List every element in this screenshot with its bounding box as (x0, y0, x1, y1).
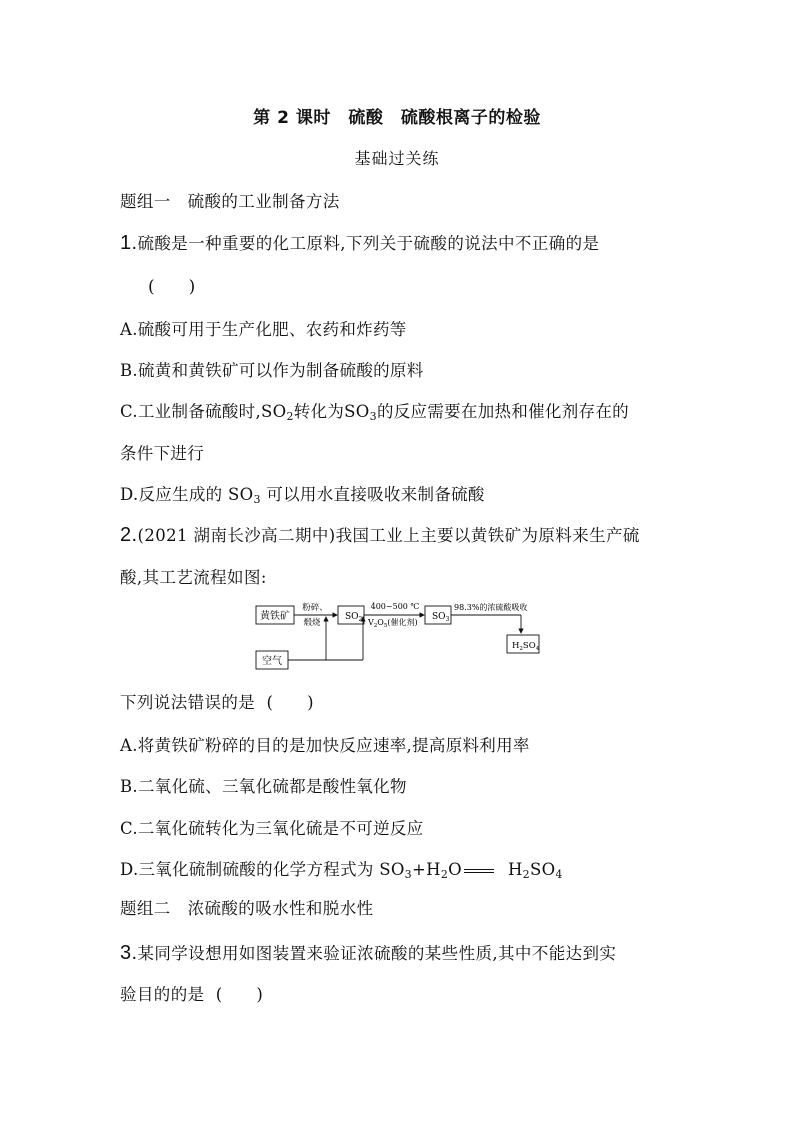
option-text: 可以用水直接吸收来制备硫酸 (260, 485, 485, 504)
subscript: 2 (286, 410, 294, 423)
so3-label: $SO_3$ (432, 612, 450, 623)
option-c-line1 (120, 398, 629, 423)
step-catalyst-label: $V_2O_5$(催化剂) (368, 618, 418, 629)
question-text: 某同学设想用如图装置来验证浓硫酸的某些性质,其中不能达到实 (137, 944, 617, 963)
group-heading-1: 题组一 硫酸的工业制备方法 (120, 192, 340, 211)
section-subtitle: 基础过关练 (354, 149, 440, 168)
equation-equals-sign (464, 869, 494, 873)
question-2-stem-line1 (120, 522, 640, 547)
subscript: 3 (253, 493, 261, 506)
option-text: 的反应需要在加热和催化剂存在的 (376, 402, 629, 421)
question-3-stem-line1 (120, 940, 616, 965)
pyrite-label: 黄铁矿 (260, 611, 290, 622)
subscript: 2 (522, 868, 530, 881)
option-text: H (507, 860, 523, 879)
question-2-ask (120, 689, 314, 713)
option-text: O (448, 860, 462, 879)
step-temperature-label: 400~500 ℃ (370, 602, 420, 611)
absorption-label: 98.3%的浓硫酸吸收 (454, 603, 528, 612)
question-text: 验目的的是 (120, 985, 205, 1004)
question-3-stem-line2 (120, 981, 263, 1005)
group-heading-2: 题组二 浓硫酸的吸水性和脱水性 (120, 899, 374, 918)
option-c-line2: 条件下进行 (120, 444, 204, 463)
step-roast-label: 煅烧 (303, 618, 321, 628)
question-text: (2021 湖南长沙高二期中)我国工业上主要以黄铁矿为原料来生产硫 (137, 526, 640, 545)
process-flow-diagram (250, 595, 550, 675)
answer-blank: ( ) (148, 277, 196, 297)
q2-option-a: A.将黄铁矿粉碎的目的是加快反应速率,提高原料利用率 (120, 736, 530, 755)
h2so4-label: $H_2SO_4$ (512, 641, 540, 652)
page-title: 第 2 课时 硫酸 硫酸根离子的检验 (253, 108, 541, 128)
q2-option-b: B.二氧化硫、三氧化硫都是酸性氧化物 (120, 777, 407, 796)
option-b: B.硫黄和黄铁矿可以作为制备硫酸的原料 (120, 361, 424, 380)
answer-blank: ( ) (215, 985, 264, 1004)
air-label: 空气 (262, 656, 282, 667)
answer-blank: ( ) (266, 693, 314, 712)
question-number: 3. (120, 942, 138, 964)
question-number: 2. (120, 524, 138, 546)
option-text: C.工业制备硫酸时,SO (120, 402, 287, 421)
option-a: A.硫酸可用于生产化肥、农药和炸药等 (120, 320, 407, 339)
subscript: 2 (440, 868, 449, 881)
so2-label: $SO_2$ (345, 612, 363, 623)
subscript: 3 (404, 868, 412, 881)
question-1-stem (120, 230, 599, 255)
subscript: 3 (369, 410, 377, 423)
option-text: D.三氧化硫制硫酸的化学方程式为 SO (120, 860, 405, 879)
option-text: 转化为SO (293, 402, 370, 421)
q2-option-d (120, 856, 563, 881)
option-d (120, 481, 485, 506)
question-2-stem-line2: 酸,其工艺流程如图: (120, 568, 267, 587)
subscript: 4 (555, 868, 563, 881)
option-text: SO (529, 860, 556, 879)
option-text: +H (411, 860, 441, 879)
question-text: 硫酸是一种重要的化工原料,下列关于硫酸的说法中不正确的是 (137, 234, 600, 253)
step-crush-label: 粉碎、 (302, 603, 328, 613)
q2-option-c: C.二氧化硫转化为三氧化硫是不可逆反应 (120, 819, 424, 838)
option-text: D.反应生成的 SO (120, 485, 254, 504)
question-text: 下列说法错误的是 (120, 693, 256, 712)
question-number: 1. (120, 232, 138, 254)
